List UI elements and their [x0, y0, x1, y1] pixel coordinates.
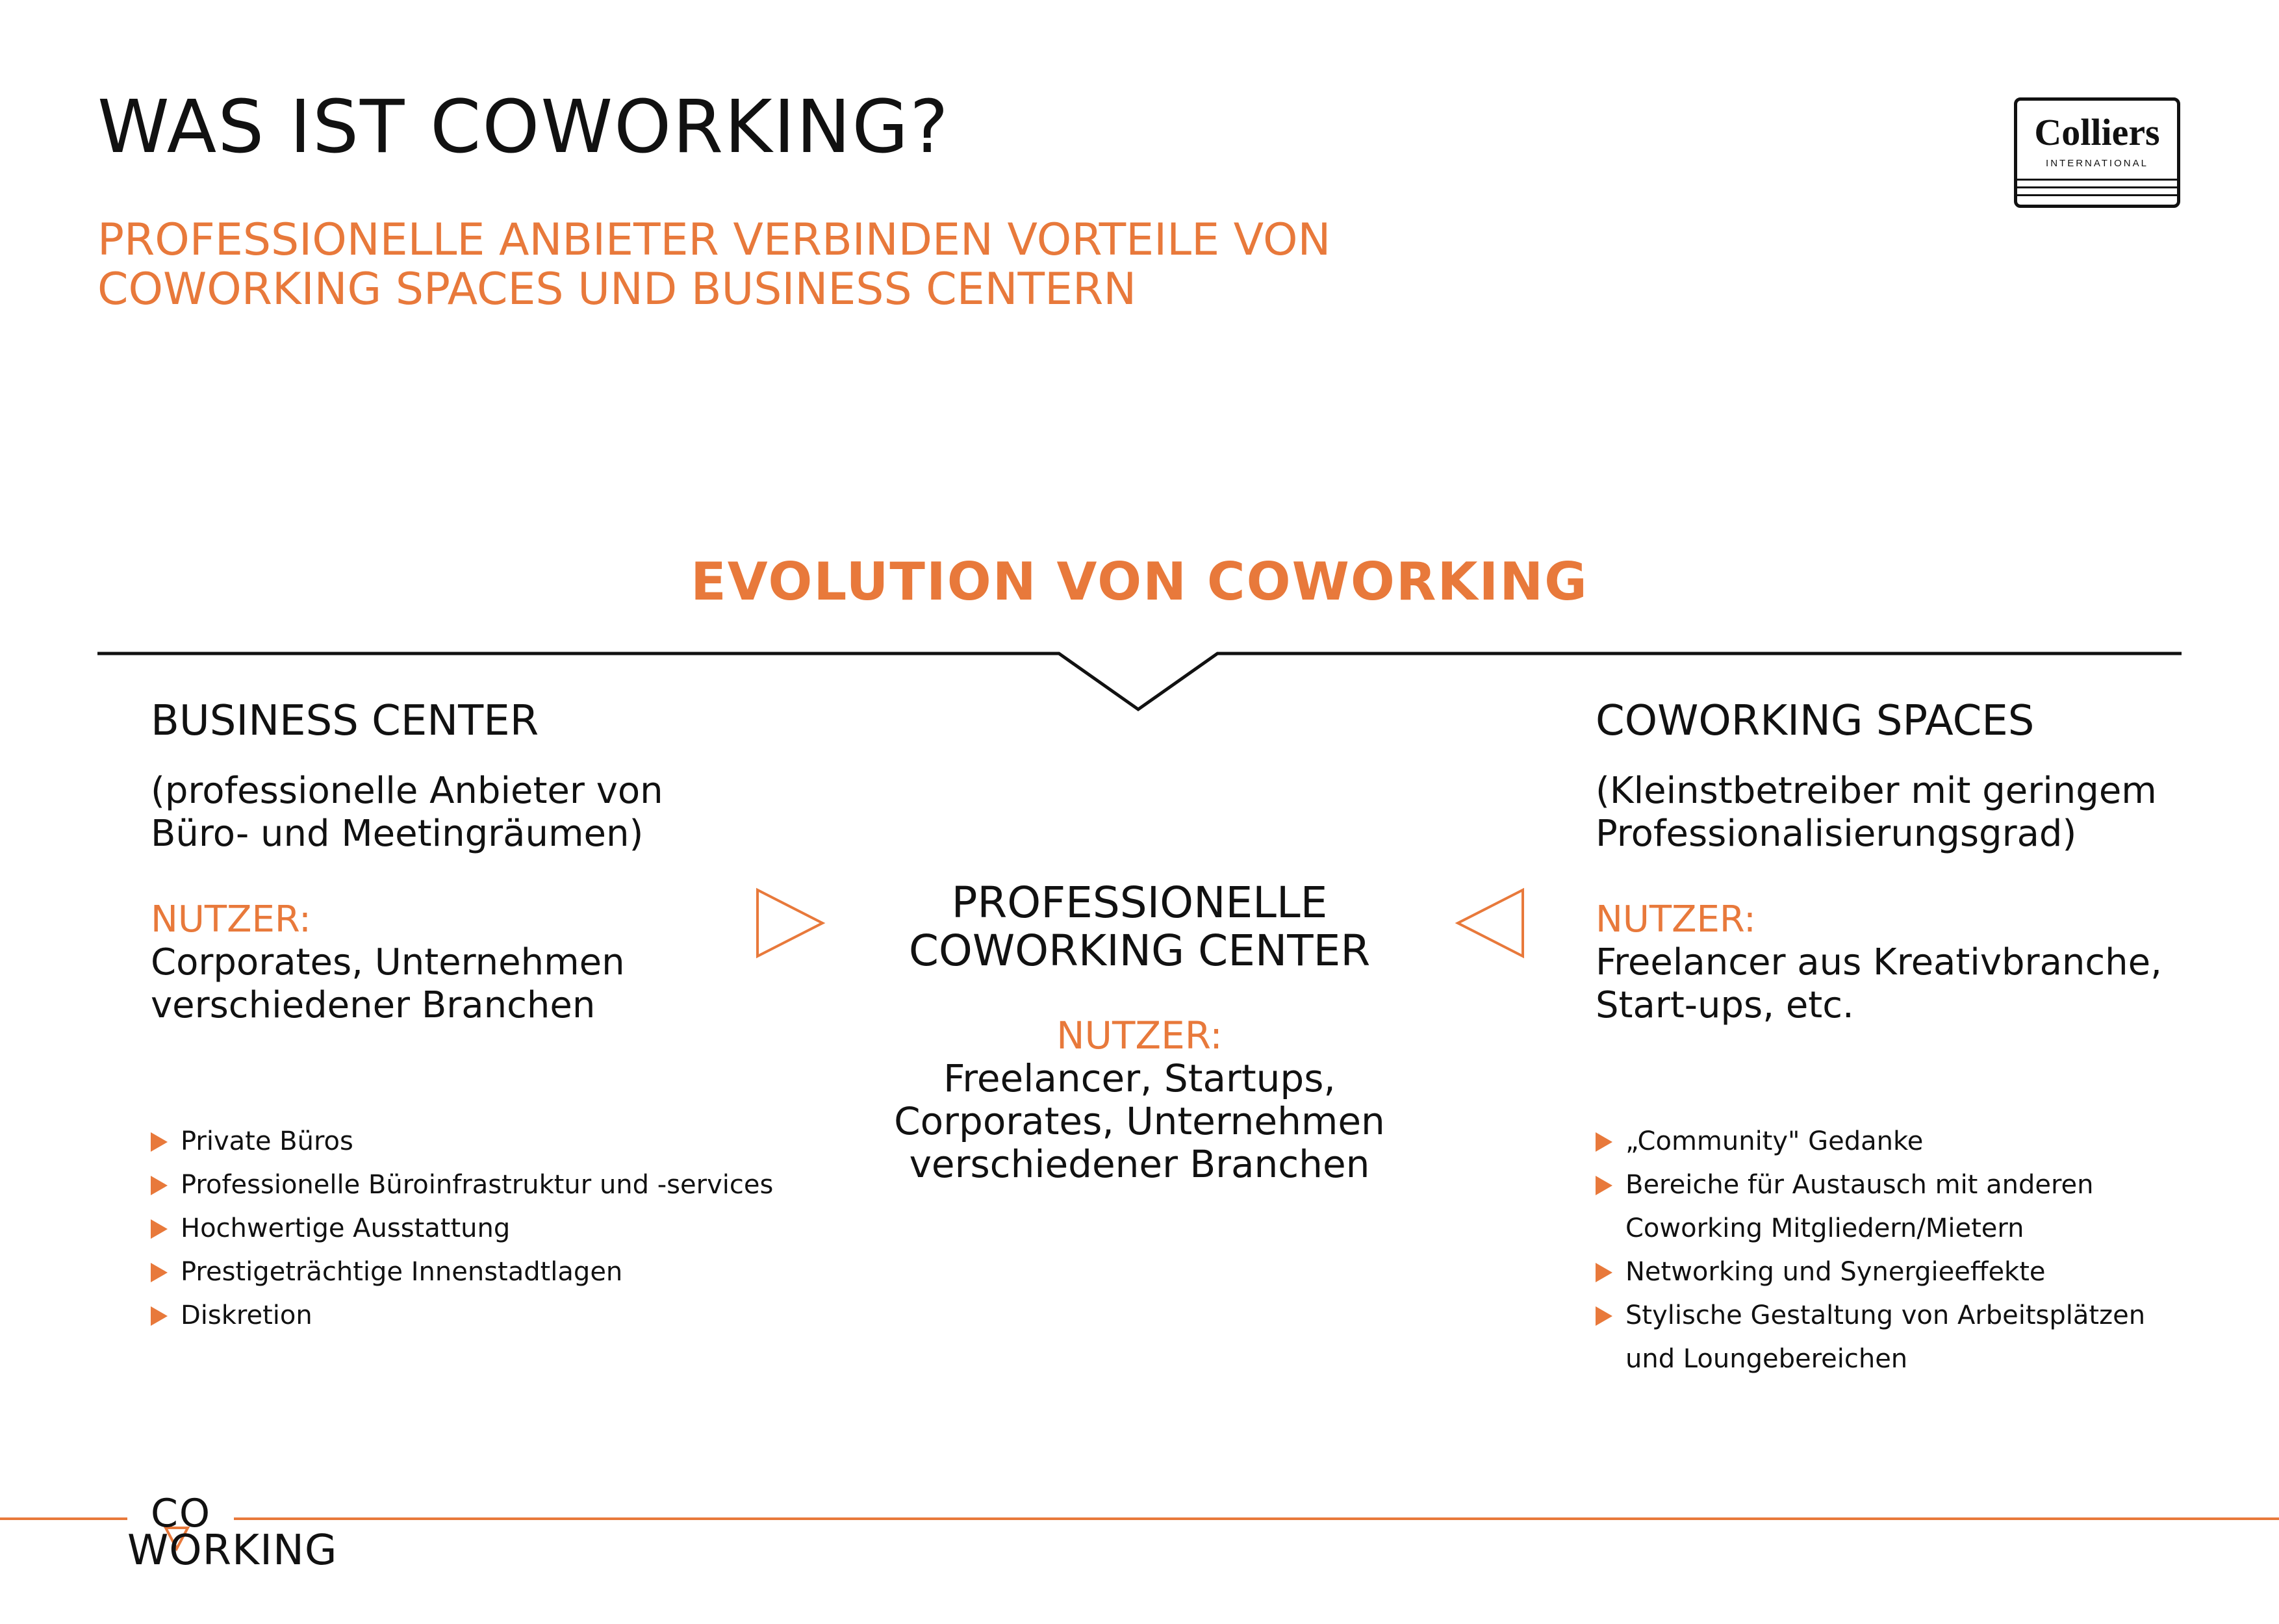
- triangle-bullet-icon: [1596, 1176, 1612, 1195]
- users-line: verschiedener Branchen: [151, 984, 596, 1026]
- left-column-title: BUSINESS CENTER: [151, 697, 539, 745]
- logo-subtitle: INTERNATIONAL: [2046, 158, 2148, 169]
- triangle-bullet-icon: [151, 1263, 168, 1282]
- users-line: Freelancer aus Kreativbranche,: [1596, 941, 2162, 983]
- description-line: (professionelle Anbieter von: [151, 770, 663, 812]
- list-item-text: Coworking Mitgliedern/Mietern: [1625, 1213, 2024, 1243]
- list-item-text: Hochwertige Ausstattung: [181, 1213, 511, 1243]
- subtitle-line: COWORKING SPACES UND BUSINESS CENTERN: [97, 264, 1137, 315]
- list-item-text: Prestigeträchtige Innenstadtlagen: [181, 1257, 623, 1287]
- center-users-text: [815, 1057, 1464, 1186]
- list-item: [151, 1294, 773, 1338]
- description-line: Büro- und Meetingräumen): [151, 813, 644, 855]
- right-column-description: [1596, 770, 2157, 856]
- list-item-text: Stylische Gestaltung von Arbeitsplätzen: [1625, 1300, 2146, 1330]
- triangle-left-outline-icon: [1458, 890, 1523, 956]
- list-item-text: und Loungebereichen: [1625, 1344, 1908, 1374]
- right-users-text: [1596, 941, 2162, 1027]
- triangle-bullet-icon: [1596, 1306, 1612, 1326]
- list-item-text: „Community" Gedanke: [1625, 1126, 1924, 1156]
- users-line: Start-ups, etc.: [1596, 984, 1854, 1026]
- description-line: Professionalisierungsgrad): [1596, 813, 2077, 855]
- center-title: [815, 879, 1464, 975]
- center-title-line: COWORKING CENTER: [908, 926, 1371, 976]
- list-item-text: Professionelle Büroinfrastruktur und -services: [181, 1170, 774, 1200]
- left-bullet-list: [151, 1120, 773, 1338]
- list-item-text: Bereiche für Austausch mit anderen: [1625, 1170, 2094, 1200]
- list-item-text: Networking und Synergieeffekte: [1625, 1257, 2046, 1287]
- list-item: [1596, 1294, 2145, 1338]
- triangle-bullet-icon: [1596, 1132, 1612, 1152]
- triangle-bullet-icon: [1596, 1263, 1612, 1282]
- left-users-text: [151, 941, 625, 1027]
- left-column-description: [151, 770, 663, 856]
- subtitle-line: PROFESSIONELLE ANBIETER VERBINDEN VORTEILE VON: [97, 214, 1331, 266]
- triangle-right-outline-icon: [758, 890, 822, 956]
- center-column: [815, 879, 1464, 1186]
- list-item: [151, 1163, 773, 1207]
- list-item-text: Private Büros: [181, 1126, 353, 1156]
- triangle-bullet-icon: [151, 1176, 168, 1195]
- logo-name: Colliers: [2034, 111, 2160, 153]
- users-line: verschiedener Branchen: [909, 1142, 1370, 1186]
- list-item: [151, 1120, 773, 1163]
- left-users-label: NUTZER:: [151, 898, 311, 941]
- section-heading: EVOLUTION VON COWORKING: [691, 552, 1588, 612]
- footer-logo-top: CO: [151, 1491, 212, 1536]
- list-item: [1596, 1163, 2145, 1207]
- center-users-label: NUTZER:: [1056, 1013, 1223, 1058]
- triangle-bullet-icon: [151, 1219, 168, 1239]
- right-bullet-list: [1596, 1120, 2145, 1381]
- list-item-continuation: [1596, 1338, 2145, 1381]
- list-item-text: Diskretion: [181, 1300, 312, 1330]
- users-line: Corporates, Unternehmen: [151, 941, 625, 983]
- users-line: Corporates, Unternehmen: [894, 1099, 1385, 1143]
- list-item: [1596, 1250, 2145, 1294]
- page-title: WAS IST COWORKING?: [97, 85, 950, 170]
- list-item: [1596, 1120, 2145, 1163]
- list-item-continuation: [1596, 1207, 2145, 1250]
- footer-logo-bottom: WORKING: [127, 1527, 338, 1575]
- triangle-bullet-icon: [151, 1132, 168, 1152]
- description-line: (Kleinstbetreiber mit geringem: [1596, 770, 2157, 812]
- right-users-label: NUTZER:: [1596, 898, 1756, 941]
- triangle-bullet-icon: [151, 1306, 168, 1326]
- users-line: Freelancer, Startups,: [943, 1056, 1336, 1100]
- right-column-title: COWORKING SPACES: [1596, 697, 2035, 745]
- center-title-line: PROFESSIONELLE: [951, 878, 1328, 928]
- list-item: [151, 1207, 773, 1250]
- list-item: [151, 1250, 773, 1294]
